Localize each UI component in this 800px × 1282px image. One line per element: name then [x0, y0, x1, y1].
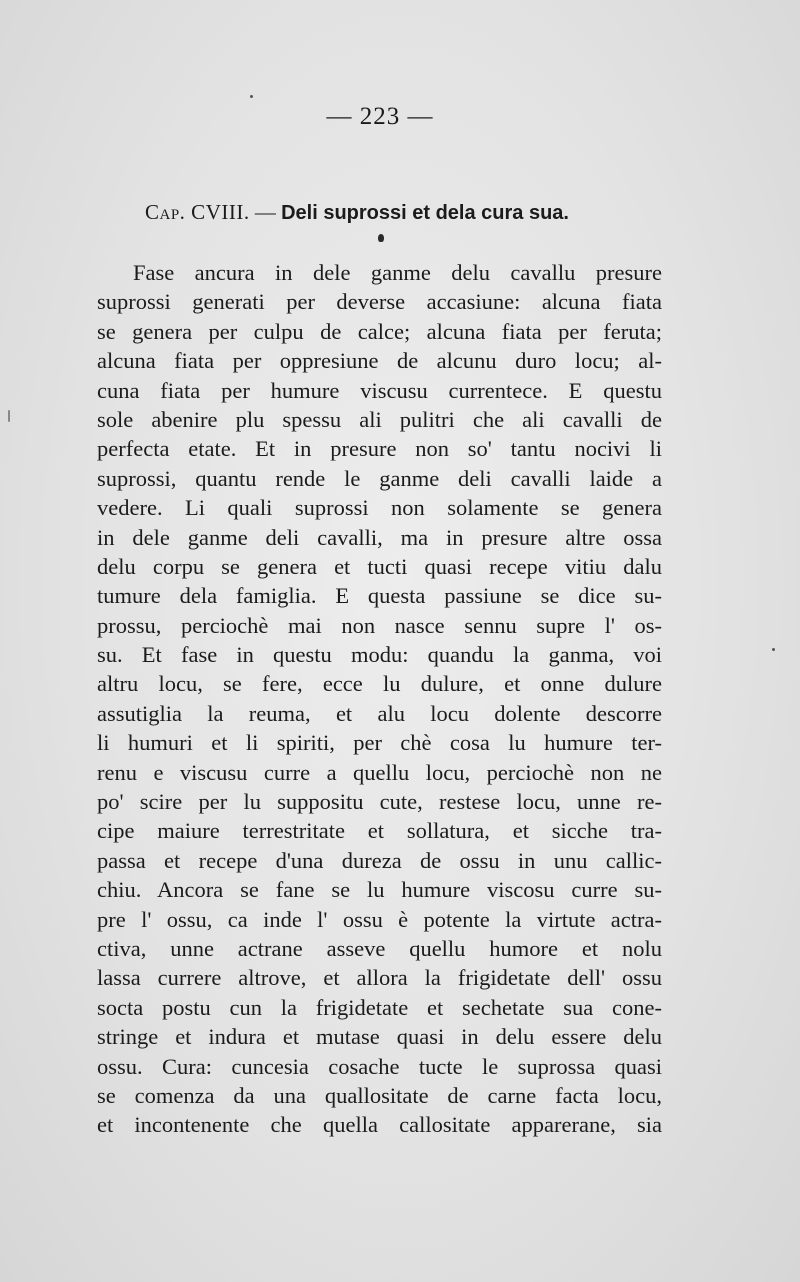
text-line: tumure dela famiglia. E questa passiune se dice su-	[97, 583, 662, 609]
text-line: suprossi generati per deverse accasiune: alcuna fiata	[97, 289, 662, 315]
text-line: assutiglia la reuma, et alu locu dolente descorre	[97, 700, 662, 726]
text-line: renu e viscusu curre a quellu locu, perciochè non ne	[97, 759, 662, 785]
chapter-heading	[145, 200, 569, 225]
text-line: sole abenire plu spessu ali pulitri che ali cavalli de	[97, 406, 662, 432]
chapter-dash: —	[249, 200, 282, 224]
text-line: vedere. Li quali suprossi non solamente se genera	[97, 495, 662, 521]
text-line: se comenza da una quallositate de carne facta locu,	[97, 1082, 662, 1108]
text-line: chiu. Ancora se fane se lu humure viscosu curre su-	[97, 877, 662, 903]
text-line: cipe maiure terrestritate et sollatura, et sicche tra-	[97, 818, 662, 844]
paper-speck	[8, 410, 10, 422]
ornament-mark	[378, 234, 384, 242]
text-line: altru locu, se fere, ecce lu dulure, et onne dulure	[97, 671, 662, 697]
text-line: se genera per culpu de calce; alcuna fiata per feruta;	[97, 318, 662, 344]
text-line: lassa currere altrove, et allora la frigidetate dell' ossu	[97, 965, 662, 991]
text-line: in dele ganme deli cavalli, ma in presure altre ossa	[97, 524, 662, 550]
text-line: stringe et indura et mutase quasi in delu essere delu	[97, 1024, 662, 1050]
text-line: alcuna fiata per oppresiune de alcunu duro locu; al-	[97, 348, 662, 374]
chapter-label: Cap. CVIII.	[145, 200, 250, 224]
text-line: su. Et fase in questu modu: quandu la ganma, voi	[97, 642, 662, 668]
text-line: perfecta etate. Et in presure non so' tantu nocivi li	[97, 436, 662, 462]
text-line: po' scire per lu suppositu cute, restese locu, unne re-	[97, 789, 662, 815]
paper-speck	[250, 95, 253, 98]
page-number: — 223 —	[326, 103, 434, 130]
text-line: socta postu cun la frigidetate et sechetate sua cone-	[97, 994, 662, 1020]
text-line: cuna fiata per humure viscusu currentece. E questu	[97, 377, 662, 403]
text-line: suprossi, quantu rende le ganme deli cavalli laide a	[97, 465, 662, 491]
text-line: ossu. Cura: cuncesia cosache tucte le suprossa quasi	[97, 1053, 662, 1079]
body-text	[97, 258, 662, 1140]
text-line: et incontenente che quella callositate apparerane, sia	[97, 1112, 662, 1138]
text-line: ctiva, unne actrane asseve quellu humore et nolu	[97, 935, 662, 961]
text-line: pre l' ossu, ca inde l' ossu è potente la virtute actra-	[97, 906, 662, 932]
paper-speck	[772, 648, 775, 651]
text-line: passa et recepe d'una dureza de ossu in unu callic-	[97, 847, 662, 873]
text-line: li humuri et li spiriti, per chè cosa lu humure ter-	[97, 730, 662, 756]
text-line: prossu, perciochè mai non nasce sennu supre l' os-	[97, 612, 662, 638]
text-line: Fase ancura in dele ganme delu cavallu presure	[133, 260, 662, 285]
chapter-title: Deli suprossi et dela cura sua.	[281, 202, 569, 224]
text-line: delu corpu se genera et tucti quasi recepe vitiu dalu	[97, 553, 662, 579]
